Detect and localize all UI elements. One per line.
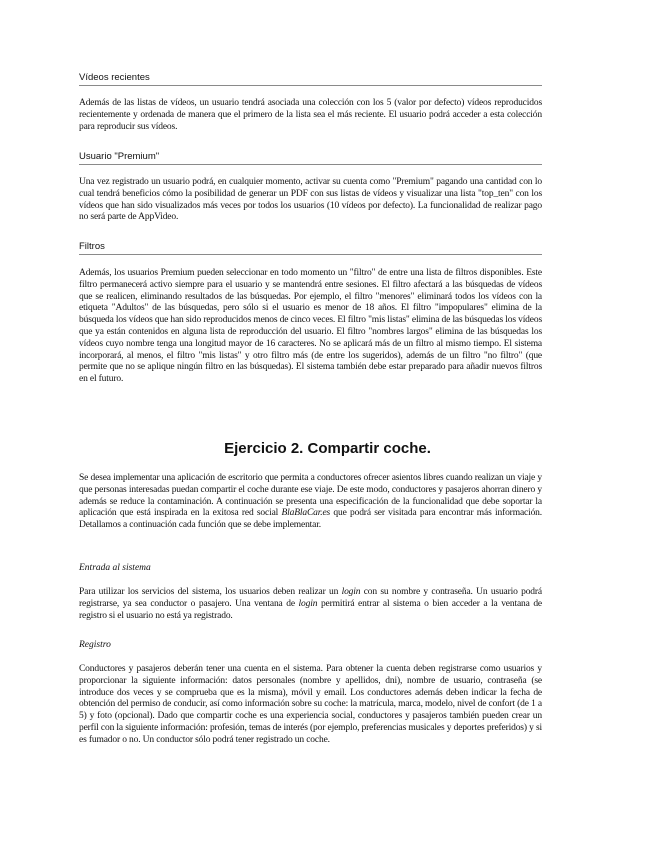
subhead-entrada: Entrada al sistema xyxy=(79,563,151,573)
heading-videos-recientes: Vídeos recientes xyxy=(79,72,542,86)
heading-filtros: Filtros xyxy=(79,241,542,255)
paragraph-intro xyxy=(79,473,542,532)
intro-text-a: Se desea implementar una aplicación de escritorio que permita a conductores ofrecer asientos libres cuando realizan un viaje y que personas interesadas puedan compartir el coche durante ese viaje. De este modo, conductores y pasajeros ahorran dinero y además se reduce la contaminación. A continuación se presenta una especificación de la funcionalidad que debe soportar la aplicación que está inspirada en la exitosa red social xyxy=(79,473,542,519)
paragraph-filtros: Además, los usuarios Premium pueden seleccionar en todo momento un "filtro" de entre una lista de filtros disponibles. Este filtro permanecerá activo siempre para el usuario y se mantendrá entre sesiones. El filtro afectará a las búsquedas de vídeos que se realicen, eliminando resultados de las búsquedas. Por ejemplo, el filtro "menores" eliminará todos los vídeos con la etiqueta "Adultos" de las búsquedas, pero sólo si el usuario es menor de 18 años. El filtro "impopulares" elimina de la búsqueda los vídeos que han sido reproducidos menos de cinco veces. El filtro "mis listas" elimina de las búsquedas los vídeos que ya están contenidos en alguna lista de reproducción del usuario. El filtro "nombres largos" elimina de las búsquedas los vídeos cuyo nombre tenga una longitud mayor de 16 caracteres. No se aplicará más de un filtro al mismo tiempo. El sistema incorporará, al menos, el filtro "mis listas" y otro filtro más (de entre los sugeridos), además de un filtro "no filtro" (que permite que no se aplique ningún filtro en las búsquedas). El sistema también debe estar preparado para añadir nuevos filtros en el futuro. xyxy=(79,268,542,385)
intro-italic-site: BlaBlaCar.es xyxy=(281,508,331,519)
exercise-title: Ejercicio 2. Compartir coche. xyxy=(224,440,431,457)
paragraph-videos-recientes: Además de las listas de vídeos, un usuario tendrá asociada una colección con los 5 (valor por defecto) vídeos reproducidos recientemente y ordenada de manera que el primero de la lista sea el más reciente. El usuario podrá acceder a esta colección para reproducir sus vídeos. xyxy=(79,98,542,132)
entrada-text-a: Para utilizar los servicios del sistema, los usuarios deben realizar un xyxy=(79,587,342,597)
entrada-text-c: permitirá entrar al sistema o bien acceder a la ventana de registro si el usuario no está ya registrado. xyxy=(79,598,542,621)
entrada-login-1: login xyxy=(341,587,361,597)
paragraph-entrada xyxy=(79,587,542,622)
subhead-registro: Registro xyxy=(79,640,111,650)
entrada-login-2: login xyxy=(298,598,318,609)
heading-usuario-premium: Usuario "Premium" xyxy=(79,151,542,165)
paragraph-registro: Conductores y pasajeros deberán tener una cuenta en el sistema. Para obtener la cuenta deben registrarse como usuarios y proporcionar la siguiente información: datos personales (nombre y apellidos, dni), nombre de usuario, contraseña (se introduce dos veces y se comprueba que es la misma), móvil y email. Los conductores además deben indicar la fecha de obtención del permiso de conducir, así como información sobre su coche: la matrícula, marca, modelo, nivel de confort (de 1 a 5) y foto (opcional). Dado que compartir coche es una experiencia social, conductores y pasajeros también pueden crear un perfil con la siguiente información: profesión, temas de interés (por ejemplo, preferencias musicales y deportes preferidos) y si es fumador o no. Un conductor sólo podrá tener registrado un coche. xyxy=(79,664,542,745)
entrada-text-b: con su nombre y contraseña. Un usuario podrá registrarse, ya sea conductor o pasajero. Una ventana de xyxy=(79,587,542,609)
paragraph-usuario-premium: Una vez registrado un usuario podrá, en cualquier momento, activar su cuenta como "Premium" pagando una cantidad con lo cual tendrá beneficios cómo la posibilidad de generar un PDF con sus listas de vídeos y visualizar una lista "top_ten" con los vídeos que han sido visualizados más veces por todos los usuarios (10 vídeos por defecto). La funcionalidad de realizar pago no será parte de AppVideo. xyxy=(79,177,542,223)
intro-text-b: que podrá ser visitada para encontrar más información. Detallamos a continuación cada función que se debe implementar. xyxy=(79,508,542,531)
